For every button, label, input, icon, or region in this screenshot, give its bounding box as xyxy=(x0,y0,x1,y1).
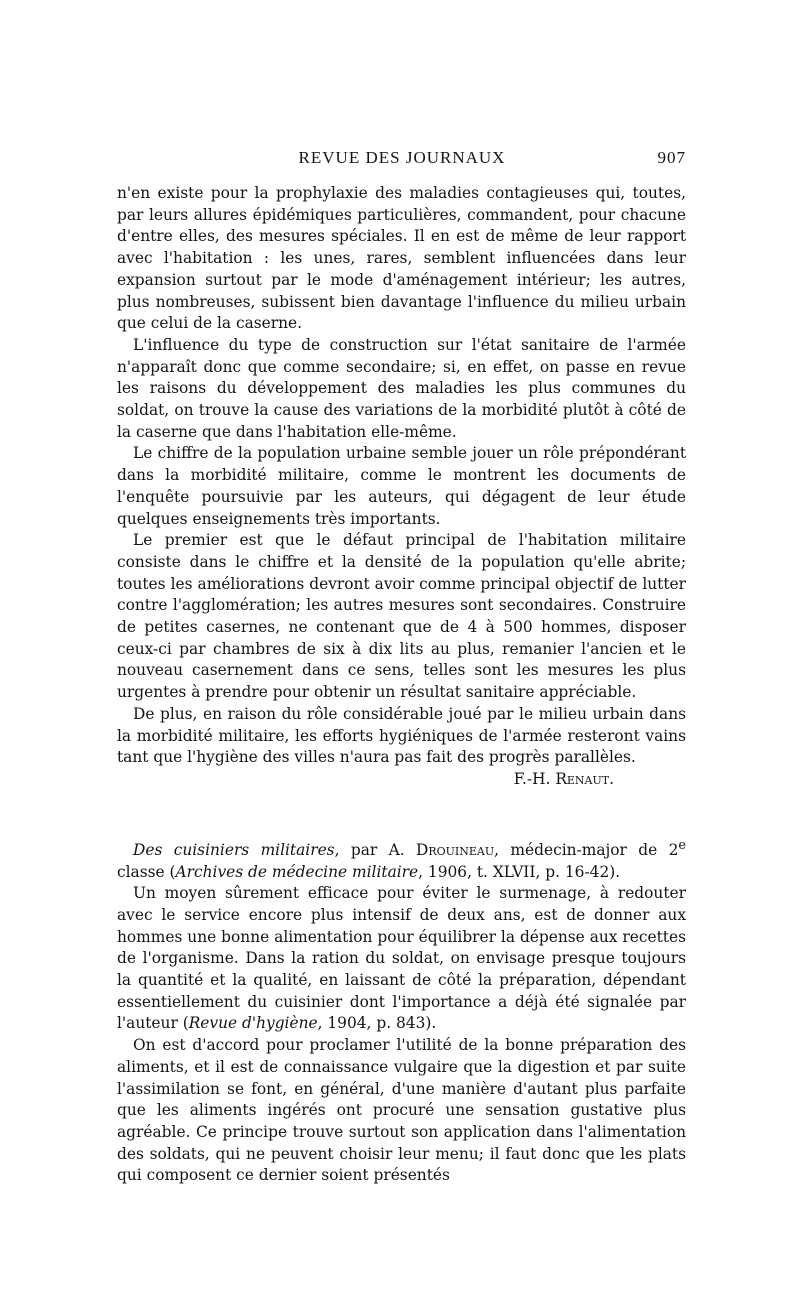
author-signature: F.-H. Renaut. xyxy=(513,769,614,788)
running-title: REVUE DES JOURNAUX xyxy=(298,148,506,167)
paragraph: Le premier est que le défaut principal de l'habitation militaire consiste dans le chiffre et la densité de la population qu'elle abrite; toutes les améliorations devront avoir comme principal objectif de lutter contre l'agglomération; les autres mesures sont secondaires. Construire de petites casernes, ne contenant que de 4 à 500 hommes, disposer ceux-ci par chambres de six à dix lits au plus, remanier l'ancien et le nouveau casernement dans ce sens, telles sont les mesures les plus urgentes à prendre pour obtenir un résultat sanitaire appréciable. xyxy=(117,531,686,702)
article-title: Des cuisiniers militaires xyxy=(133,840,335,859)
paragraph-text: Un moyen sûrement efficace pour éviter le surmenage, à redouter avec le service encore plus intensif de deux ans, est de donner aux hommes une bonne alimentation pour équilibrer la dépense aux recettes de l'organisme. Dans la ration du soldat, on envisage presque toujours la quantité et la qualité, en laissant de côté la préparation, dépendant essentiellement du cuisinier dont l'importance a déjà été signalée par l'auteur ( xyxy=(117,884,686,1033)
article-citation: , 1906, t. XLVII, p. 16-42). xyxy=(418,862,621,881)
article-role-sup: e xyxy=(678,837,686,853)
paragraph: De plus, en raison du rôle considérable joué par le milieu urbain dans la morbidité militaire, les efforts hygiéniques de l'armée resteront vains tant que l'hygiène des villes n'aura pas fait des progrès parallèles. xyxy=(117,704,686,767)
paragraph: n'en existe pour la prophylaxie des maladies contagieuses qui, toutes, par leurs allures épidémiques particulières, commandent, pour chacune d'entre elles, des mesures spéciales. Il en est de même de leur rapport avec l'habitation : les unes, rares, semblent influencées dans leur expansion surtout par le mode d'aménagement intérieur; les autres, plus nombreuses, subissent bien davantage l'influence du milieu urbain que celui de la caserne. xyxy=(117,184,686,333)
journal-reference: Revue d'hygiène xyxy=(188,1014,318,1033)
article-role: , médecin-major de 2 xyxy=(494,840,679,859)
paragraph-text: , 1904, p. 843). xyxy=(317,1014,437,1033)
paragraph: Le chiffre de la population urbaine semble jouer un rôle prépondérant dans la morbidité militaire, comme le montrent les documents de l'enquête poursuivie par les auteurs, qui dégagent de leur étude quelques enseignements très importants. xyxy=(117,444,686,528)
article-author: Drouineau xyxy=(416,840,495,859)
article-class: classe ( xyxy=(117,862,176,881)
running-header xyxy=(118,148,686,174)
article-by: , par A. xyxy=(334,840,417,859)
paragraph: On est d'accord pour proclamer l'utilité de la bonne préparation des aliments, et il est de connaissance vulgaire que la digestion et par suite l'assimilation se font, en général, d'une manière d'autant plus parfaite que les aliments ingérés ont procuré une sensation gustative plus agréable. Ce principe trouve surtout son application dans l'alimentation des soldats, qui ne peuvent choisir leur menu; il faut donc que les plats qui composent ce dernier soient présentés xyxy=(117,1036,686,1185)
body-text xyxy=(117,183,686,1187)
paragraph xyxy=(117,883,686,1035)
page-number: 907 xyxy=(657,148,686,167)
article-heading xyxy=(117,835,686,884)
paragraph: L'influence du type de construction sur l'état sanitaire de l'armée n'apparaît donc que comme secondaire; si, en effet, on passe en revue les raisons du développement des maladies les plus communes du soldat, on trouve la cause des variations de la morbidité plutôt à côté de la caserne que dans l'habitation elle-même. xyxy=(117,335,686,441)
article-journal: Archives de médecine militaire xyxy=(175,862,419,881)
section-gap xyxy=(117,791,686,835)
